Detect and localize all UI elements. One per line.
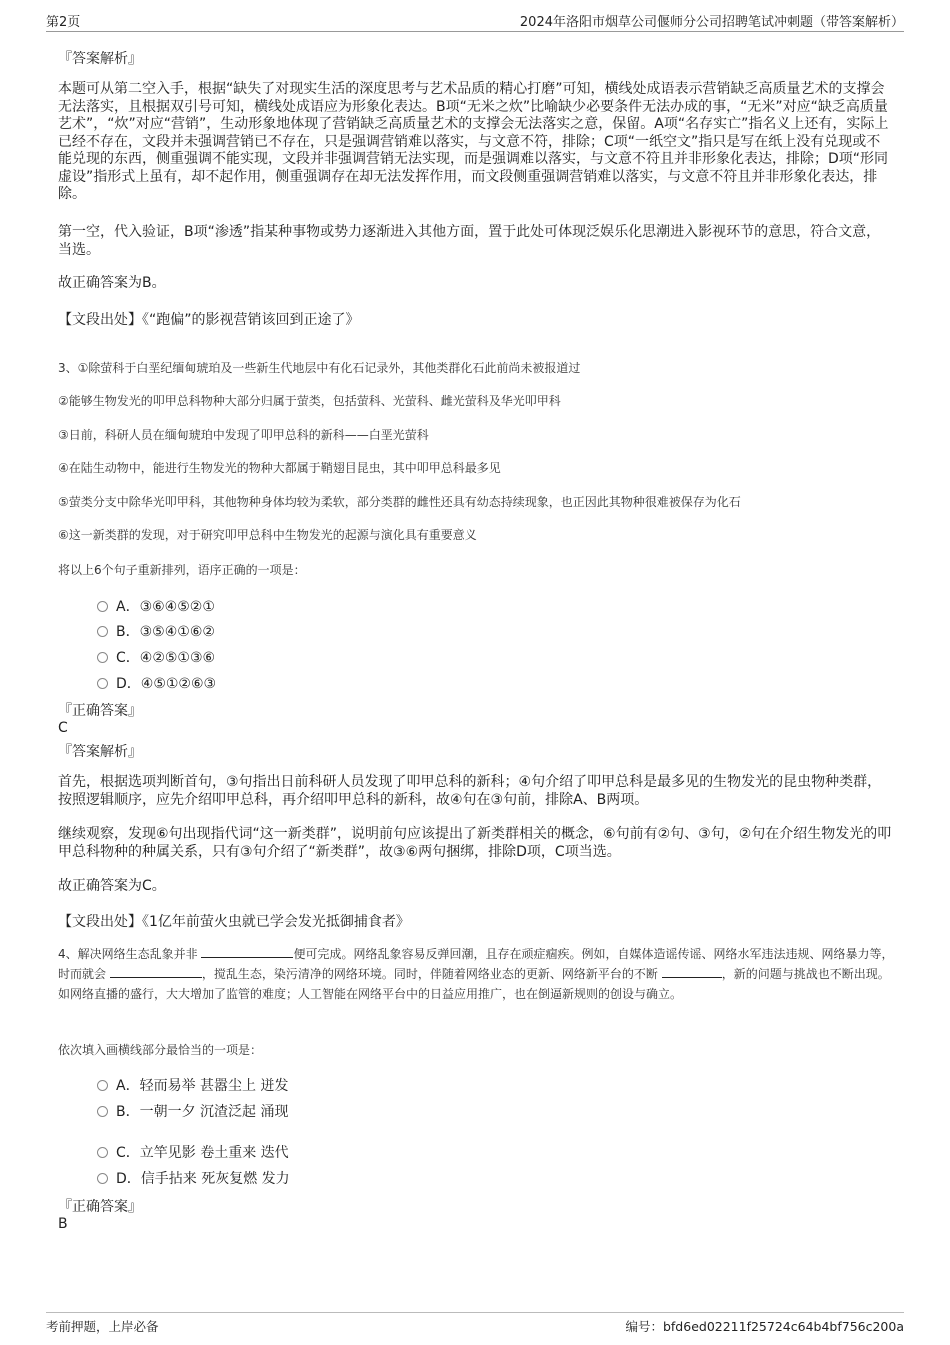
option-letter: A． [116, 599, 140, 615]
q2-analysis-p2: 第一空，代入验证，B项“渗透”指某种事物或势力逐渐进入其他方面，置于此处可体现泛娱乐化思潮进入影视环节的意思，符合文意，当选。 [58, 224, 881, 258]
q4-option-d[interactable] [97, 1168, 290, 1188]
radio-icon[interactable] [97, 1080, 108, 1091]
q3-source: 【文段出处】《1亿年前萤火虫就已学会发光抵御捕食者》 [58, 914, 410, 930]
option-text: ④②⑤①③⑥ [139, 650, 216, 666]
option-text: ④⑤①②⑥③ [140, 676, 217, 692]
q3-correct-label: 『正确答案』 [58, 703, 142, 719]
fill-blank-1 [201, 945, 293, 958]
q4-stem-part: 便可完成。网络乱象容易反弹回潮，且存在顽症痼疾。例如，自媒体造谣传谣、网络水军违法违规、网络暴力等，时而就会 [58, 947, 894, 981]
radio-icon[interactable] [97, 601, 108, 612]
q3-sentence-5: ⑤萤类分支中除华光叩甲科，其他物种身体均较为柔软，部分类群的雌性还具有幼态持续现象，也正因此其物种很难被保存为化石 [58, 495, 741, 509]
q3-analysis-p2: 继续观察，发现⑥句出现指代词“这一新类群”，说明前句应该提出了新类群相关的概念，⑥句前有②句、③句，②句在介绍生物发光的叩甲总科物种的种属关系，只有③句介绍了“新类群”，故③⑥两句捆绑，排除D项，C项当选。 [58, 826, 892, 860]
q4-correct-answer: B [58, 1216, 68, 1232]
radio-icon[interactable] [97, 1106, 108, 1117]
q3-analysis-label: 『答案解析』 [58, 744, 142, 760]
option-text: 信手拈来 死灰复燃 发力 [140, 1171, 290, 1187]
option-letter: A． [116, 1078, 140, 1094]
radio-icon[interactable] [97, 652, 108, 663]
page-header [46, 11, 904, 32]
q3-sentence-4: ④在陆生动物中，能进行生物发光的物种大都属于鞘翅目昆虫，其中叩甲总科最多见 [58, 461, 501, 475]
q3-analysis-p1: 首先，根据选项判断首句，③句指出日前科研人员发现了叩甲总科的新科；④句介绍了叩甲总科是最多见的生物发光的昆虫物种类群，按照逻辑顺序，应先介绍叩甲总科，再介绍叩甲总科的新科，故④句在③句前，排除A、B两项。 [58, 774, 882, 808]
option-text: ③⑥④⑤②① [139, 599, 215, 615]
q3-option-c[interactable] [97, 647, 215, 667]
option-text: 立竿见影 卷土重来 迭代 [139, 1145, 289, 1161]
q4-stem-part: 4、解决网络生态乱象并非 [58, 947, 198, 961]
q3-prompt: 将以上6个句子重新排列，语序正确的一项是： [58, 563, 306, 577]
q2-source: 【文段出处】《“跑偏”的影视营销该回到正途了》 [58, 312, 360, 328]
q3-sentence-2: ②能够生物发光的叩甲总科物种大部分归属于萤类，包括萤科、光萤科、雌光萤科及华光叩甲科 [58, 394, 561, 408]
document-title: 2024年洛阳市烟草公司偃师分公司招聘笔试冲刺题（带答案解析） [519, 15, 904, 30]
q4-option-c[interactable] [97, 1142, 289, 1162]
q3-sentence-6: ⑥这一新类群的发现，对于研究叩甲总科中生物发光的起源与演化具有重要意义 [58, 528, 477, 542]
q3-sentence-1: 3、①除萤科于白垩纪缅甸琥珀及一些新生代地层中有化石记录外，其他类群化石此前尚未被报道过 [58, 361, 581, 375]
q4-correct-label: 『正确答案』 [58, 1199, 142, 1215]
radio-icon[interactable] [97, 626, 108, 637]
q3-analysis-p3: 故正确答案为C。 [58, 878, 166, 894]
radio-icon[interactable] [97, 1147, 108, 1158]
option-letter: C． [116, 1145, 140, 1161]
option-letter: B． [116, 1104, 140, 1120]
q3-option-d[interactable] [97, 673, 216, 693]
q4-stem-part: ，新的问题与挑战也不断出现。如网络直播的盛行，大大增加了监管的难度；人工智能在网络平台中的日益应用推广，也在倒逼新规则的创设与确立。 [58, 967, 890, 1001]
q2-analysis-p3: 故正确答案为B。 [58, 275, 166, 291]
q4-prompt: 依次填入画横线部分最恰当的一项是： [58, 1043, 263, 1057]
page-number: 第2页 [46, 15, 81, 30]
option-text: ③⑤④①⑥② [139, 624, 215, 640]
option-letter: B． [116, 624, 140, 640]
radio-icon[interactable] [97, 678, 108, 689]
q4-option-a[interactable] [97, 1075, 288, 1095]
q3-correct-answer: C [58, 720, 68, 736]
q4-stem [58, 944, 894, 1004]
q2-analysis-label: 『答案解析』 [58, 51, 142, 67]
footer-slogan: 考前押题，上岸必备 [46, 1319, 159, 1334]
page-footer [46, 1312, 904, 1338]
q3-option-a[interactable] [97, 596, 215, 616]
radio-icon[interactable] [97, 1173, 108, 1184]
option-text: 一朝一夕 沉渣泛起 涌现 [139, 1104, 289, 1120]
q2-analysis-p1: 本题可从第二空入手，根据“缺失了对现实生活的深度思考与艺术品质的精心打磨”可知，横线处成语表示营销缺乏高质量艺术的支撑会无法落实，且根据双引号可知，横线处成语应为形象化表达。B项“无米之炊”比喻缺少必要条件无法办成的事，“无米”对应“缺乏高质量艺术”，“炊”对应“营销”，生动形象地体现了营销缺乏高质量艺术的支撑会无法落实之意，保留。A项“名存实亡”指名义上还有，实际上已经不存在，文段并未强调营销已不存在，只是强调营销难以落实，与文意不符，排除；C项“一纸空文”指只是写在纸上没有兑现或不能兑现的东西，侧重强调不能实现，文段并非强调营销无法实现，而是强调难以落实，与文意不符且并非形象化表达，排除；D项“形同虚设”指形式上虽有，却不起作用，侧重强调存在却无法发挥作用，而文段侧重强调营销难以落实，与文意不符且并非形象化表达，排除。 [58, 81, 889, 202]
option-letter: D． [116, 1171, 141, 1187]
option-letter: C． [116, 650, 140, 666]
option-letter: D． [116, 676, 141, 692]
q3-sentence-3: ③日前，科研人员在缅甸琥珀中发现了叩甲总科的新科——白垩光萤科 [58, 428, 429, 442]
fill-blank-3 [662, 965, 722, 978]
fill-blank-2 [110, 965, 202, 978]
q3-option-b[interactable] [97, 621, 215, 641]
q4-stem-part: ，搅乱生态，染污清净的网络环境。同时，伴随着网络业态的更新、网络新平台的不断 [201, 967, 658, 981]
q4-option-b[interactable] [97, 1101, 289, 1121]
option-text: 轻而易举 甚嚣尘上 迸发 [139, 1078, 289, 1094]
document-id: 编号：bfd6ed02211f25724c64b4bf756c200a [625, 1319, 904, 1334]
